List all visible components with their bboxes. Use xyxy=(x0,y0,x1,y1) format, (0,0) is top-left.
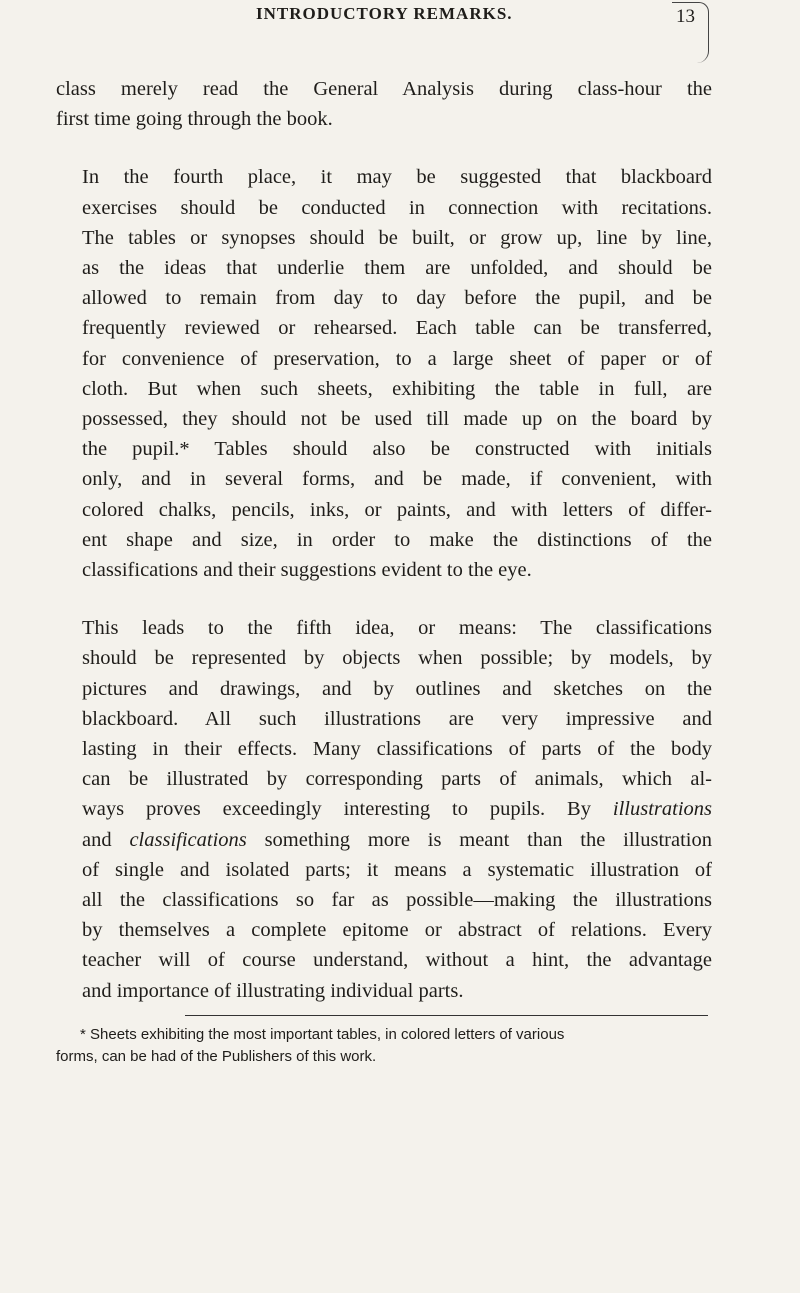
text-line: classifications and their suggestions evident to the eye. xyxy=(82,559,532,582)
text-line: all the classifications so far as possible—making the illustrations xyxy=(82,889,712,912)
text-line: allowed to remain from day to day before the pupil, and be xyxy=(82,287,712,310)
text-line: of single and isolated parts; it means a systematic illustration of xyxy=(82,858,712,881)
page-number: 13 xyxy=(676,6,695,27)
text-line: should be represented by objects when possible; by models, by xyxy=(82,647,712,670)
text-line: for convenience of preservation, to a large sheet of paper or of xyxy=(82,347,712,370)
body-text xyxy=(56,74,712,1006)
text-line xyxy=(56,794,712,824)
text-line: can be illustrated by corresponding parts of animals, which al- xyxy=(82,768,712,791)
text-line: teacher will of course understand, without a hint, the advantage xyxy=(82,949,712,972)
text-line: lasting in their effects. Many classifications of parts of the body xyxy=(82,738,712,761)
text-line: the pupil.* Tables should also be constructed with initials xyxy=(82,438,712,461)
text-line: blackboard. All such illustrations are very impressive and xyxy=(82,707,712,730)
text-line: possessed, they should not be used till made up on the board by xyxy=(82,408,712,431)
footnote-line: * Sheets exhibiting the most important tables, in colored letters of various xyxy=(80,1026,565,1043)
text-line: and importance of illustrating individual parts. xyxy=(82,979,464,1002)
paragraph-continued xyxy=(56,74,712,134)
page-header xyxy=(0,2,800,32)
paragraph-illustrations xyxy=(56,613,712,1006)
text-line: This leads to the fifth idea, or means: The classifications xyxy=(82,617,712,640)
text-run: something more is meant than the illustration xyxy=(246,828,712,851)
footnote xyxy=(56,1024,712,1068)
text-line: by themselves a complete epitome or abstract of relations. Every xyxy=(82,919,712,942)
text-run: ways proves exceedingly interesting to pupils. By xyxy=(82,798,613,821)
running-head: INTRODUCTORY REMARKS. xyxy=(256,4,513,23)
text-line: class merely read the General Analysis during class-hour the xyxy=(56,78,712,100)
emphasis-classifications: classifications xyxy=(129,828,247,851)
text-line: ent shape and size, in order to make the distinctions of the xyxy=(82,528,712,551)
text-line: pictures and drawings, and by outlines and sketches on the xyxy=(82,677,712,700)
text-line: frequently reviewed or rehearsed. Each table can be transferred, xyxy=(82,317,712,340)
emphasis-illustrations: illustrations xyxy=(612,798,712,821)
text-line: as the ideas that underlie them are unfolded, and should be xyxy=(82,257,712,280)
text-line: The tables or synopses should be built, or grow up, line by line, xyxy=(82,226,712,249)
footnote-divider xyxy=(185,1015,708,1016)
footnote-line: forms, can be had of the Publishers of this work. xyxy=(56,1048,377,1065)
text-run: and xyxy=(82,828,130,851)
text-line: colored chalks, pencils, inks, or paints, and with letters of differ- xyxy=(82,498,712,521)
text-line: cloth. But when such sheets, exhibiting the table in full, are xyxy=(82,377,712,400)
text-line: exercises should be conducted in connection with recitations. xyxy=(82,196,712,219)
paragraph-blackboard-exercises xyxy=(56,162,712,585)
text-line xyxy=(56,825,712,855)
text-line: first time going through the book. xyxy=(56,108,333,131)
text-line: In the fourth place, it may be suggested that blackboard xyxy=(82,166,712,189)
text-line: only, and in several forms, and be made, if convenient, with xyxy=(82,468,712,491)
